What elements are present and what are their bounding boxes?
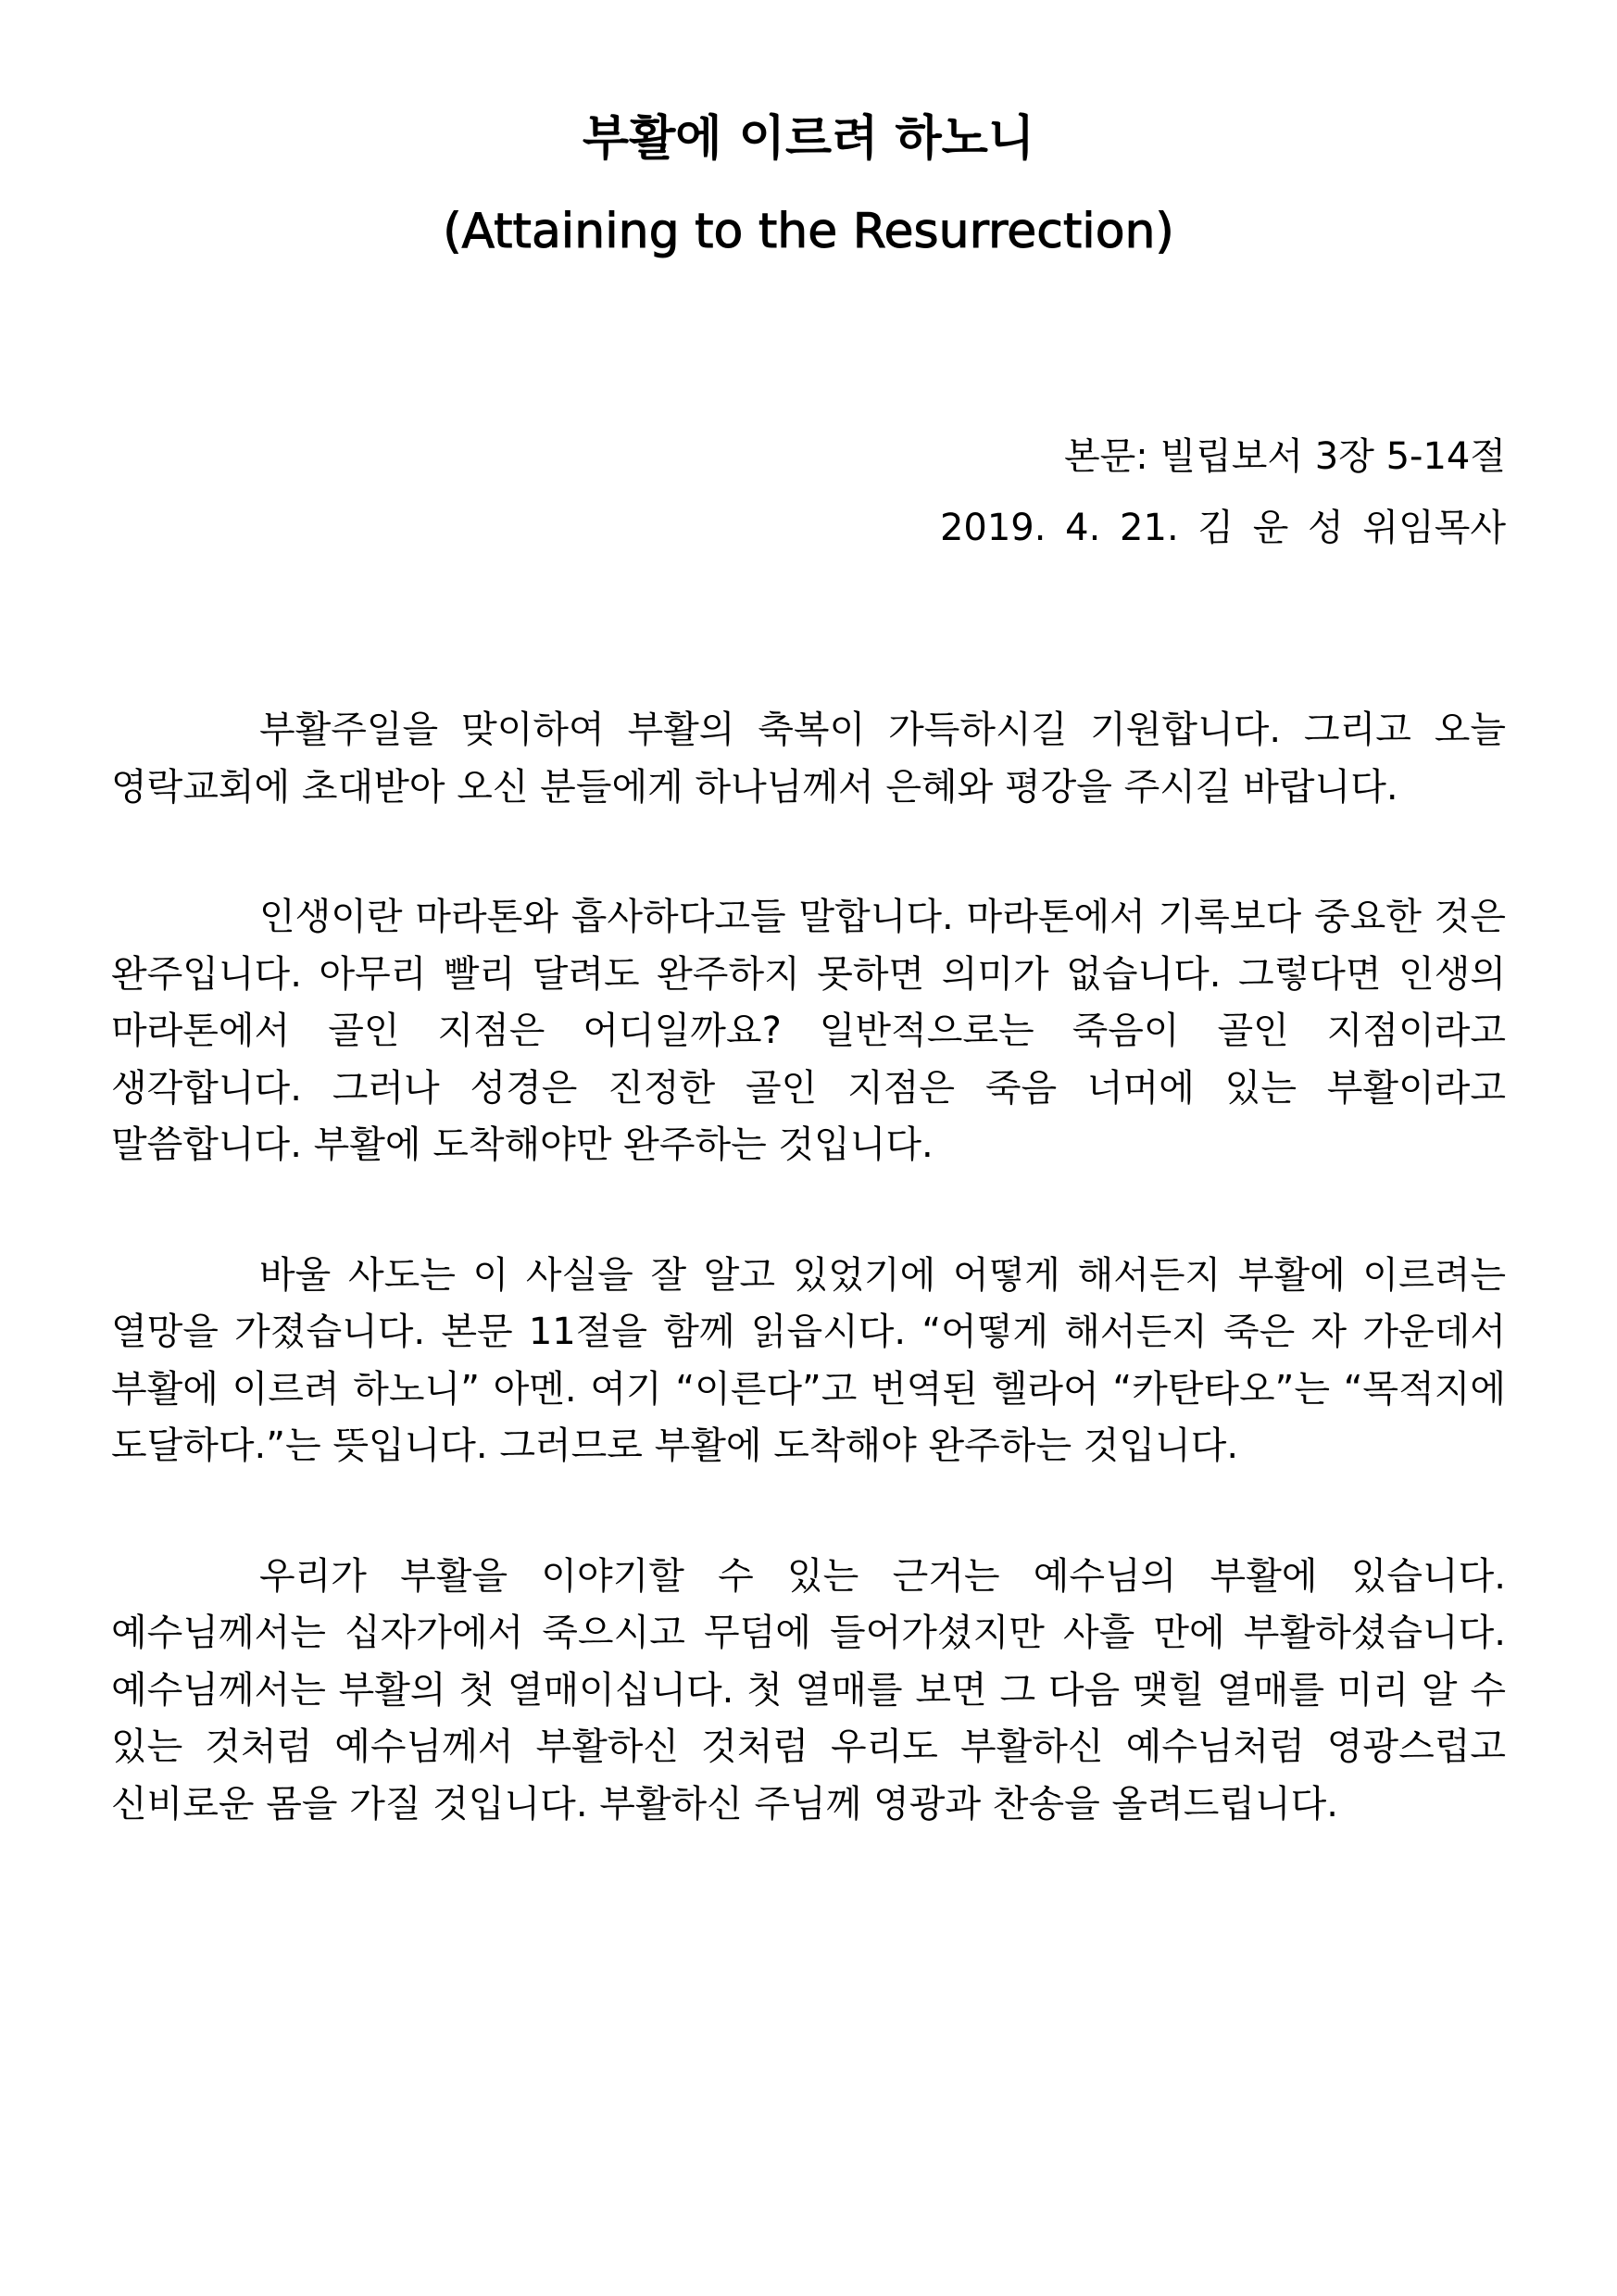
sermon-body: [111, 702, 1506, 1906]
paragraph-3: 바울 사도는 이 사실을 잘 알고 있었기에 어떻게 해서든지 부활에 이르려는 열망을 가졌습니다. 본문 11절을 함께 읽읍시다. “어떻게 해서든지 죽은 자 가운데서 부활에 이르려 하노니” 아멘. 여기 “이른다”고 번역된 헬라어 “카탄타오”는 “목적지에 도달하다.”는 뜻입니다. 그러므로 부활에 도착해야 완주하는 것입니다.: [111, 1253, 1506, 1467]
paragraph-1: 부활주일을 맞이하여 부활의 축복이 가득하시길 기원합니다. 그리고 오늘 영락교회에 초대받아 오신 분들에게 하나님께서 은혜와 평강을 주시길 바랍니다.: [111, 709, 1506, 809]
sermon-title-english: (Attaining to the Resurrection): [443, 204, 1174, 259]
scripture-reference: 본문: 빌립보서 3장 5-14절: [1064, 435, 1506, 478]
sermon-title-korean: 부활에 이르려 하노니: [582, 111, 1035, 167]
paragraph-4: 우리가 부활을 이야기할 수 있는 근거는 예수님의 부활에 있습니다. 예수님께서는 십자가에서 죽으시고 무덤에 들어가셨지만 사흘 만에 부활하셨습니다. 예수님께서는 부활의 첫 열매이십니다. 첫 열매를 보면 그 다음 맺힐 열매를 미리 알 수 있는 것처럼 예수님께서 부활하신 것처럼 우리도 부활하신 예수님처럼 영광스럽고 신비로운 몸을 가질 것입니다. 부활하신 주님께 영광과 찬송을 올려드립니다.: [111, 1554, 1506, 1826]
date-and-author: 2019. 4. 21. 김 운 성 위임목사: [939, 507, 1506, 549]
paragraph-2: 인생이란 마라톤와 흡사하다고들 말합니다. 마라톤에서 기록보다 중요한 것은 완주입니다. 아무리 빨리 달려도 완주하지 못하면 의미가 없습니다. 그렇다면 인생의 마라톤에서 골인 지점은 어디일까요? 일반적으로는 죽음이 골인 지점이라고 생각합니다. 그러나 성경은 진정한 골인 지점은 죽음 너머에 있는 부활이라고 말씀합니다. 부활에 도착해야만 완주하는 것입니다.: [111, 896, 1506, 1166]
